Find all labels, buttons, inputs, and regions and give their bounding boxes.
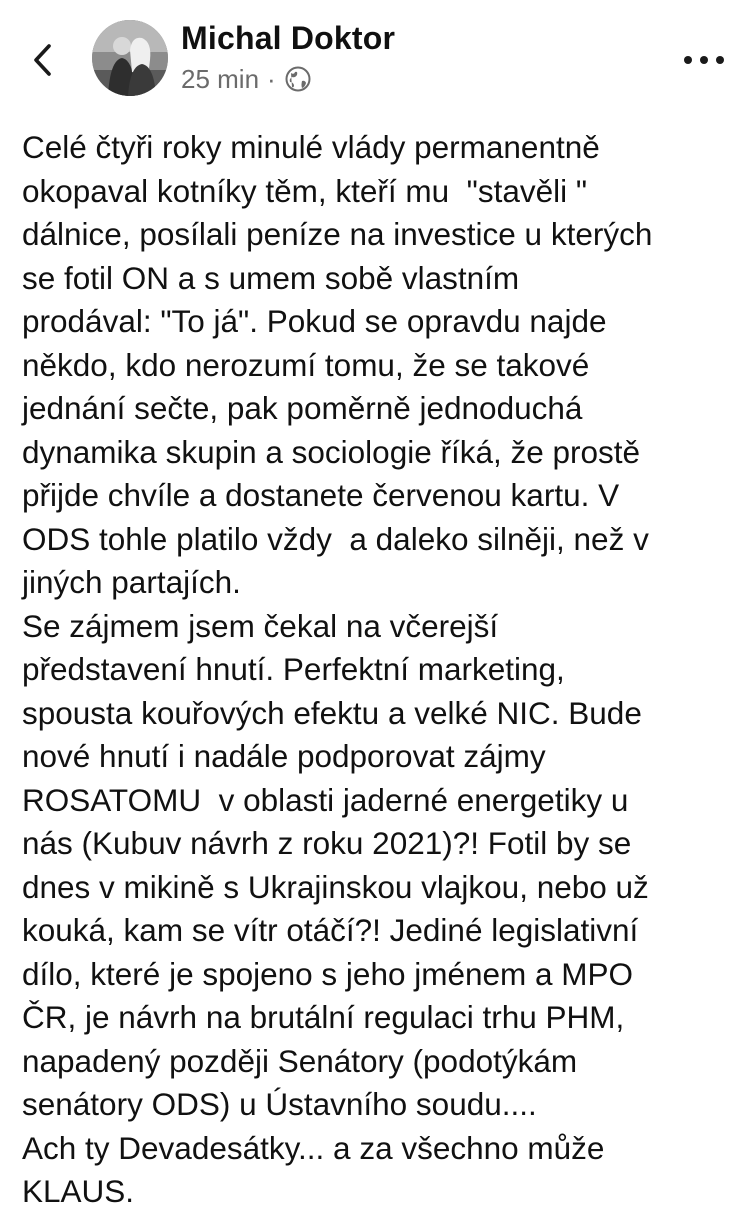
post-timestamp[interactable]: 25 min xyxy=(181,63,260,94)
more-horizontal-icon xyxy=(678,44,730,76)
post-header xyxy=(0,0,750,118)
post-text-line: Celé čtyři roky minulé vlády permanentně xyxy=(22,129,600,165)
post-text-line: nové hnutí i nadále podporovat zájmy xyxy=(22,738,546,774)
post-meta xyxy=(181,62,312,96)
post-text-line: se fotil ON a s umem sobě vlastním xyxy=(22,259,520,296)
post-text-line: dynamika skupin a sociologie říká, že prostě xyxy=(22,433,641,470)
post-text-line: ROSATOMU v oblasti jaderné energetiky u xyxy=(22,781,629,818)
post-text-line: dálnice, posílali peníze na investice u kterých xyxy=(22,216,653,252)
meta-separator: · xyxy=(267,63,276,94)
post-text-line: přijde chvíle a dostanete červenou kartu. V xyxy=(22,477,620,513)
post-text-line: kouká, kam se vítr otáčí?! Jediné legislativní xyxy=(22,912,639,948)
post-text xyxy=(22,126,734,1214)
more-options-button[interactable] xyxy=(678,44,730,76)
post-text-line: někdo, kdo nerozumí tomu, že se takové xyxy=(22,346,590,383)
avatar[interactable] xyxy=(92,20,168,96)
post-text-line: napadený později Senátory (podotýkám xyxy=(22,1042,578,1079)
post-text-line: ODS tohle platilo vždy a daleko silněji, než v xyxy=(22,520,649,557)
post-text-line: nás (Kubuv návrh z roku 2021)?! Fotil by se xyxy=(22,825,632,861)
post-text-line: prodával: "To já". Pokud se opravdu najde xyxy=(22,303,607,339)
back-button[interactable] xyxy=(22,34,68,86)
post-text-line: KLAUS. xyxy=(22,1173,135,1209)
author-name[interactable]: Michal Doktor xyxy=(181,20,396,56)
globe-icon[interactable] xyxy=(284,65,312,93)
post-text-line: jednání sečte, pak poměrně jednoduchá xyxy=(22,390,583,426)
post-text-line: spousta kouřových efektu a velké NIC. Bude xyxy=(22,694,642,731)
post-text-line: okopaval kotníky těm, kteří mu "stavěli " xyxy=(22,172,588,209)
post-text-line: Ach ty Devadesátky... a za všechno může xyxy=(22,1129,605,1166)
avatar-photo xyxy=(92,20,168,96)
post-text-line: dílo, které je spojeno s jeho jménem a MPO xyxy=(22,955,634,992)
post-text-line: senátory ODS) u Ústavního soudu.... xyxy=(22,1086,537,1122)
post-text-line: představení hnutí. Perfektní marketing, xyxy=(22,651,565,687)
chevron-left-icon xyxy=(22,34,68,86)
post-text-line: ČR, je návrh na brutální regulaci trhu PHM, xyxy=(22,999,625,1035)
post-text-line: Se zájmem jsem čekal na včerejší xyxy=(22,607,499,644)
post-text-line: dnes v mikině s Ukrajinskou vlajkou, nebo už xyxy=(22,868,649,905)
post-text-line: jiných partajích. xyxy=(22,564,241,600)
